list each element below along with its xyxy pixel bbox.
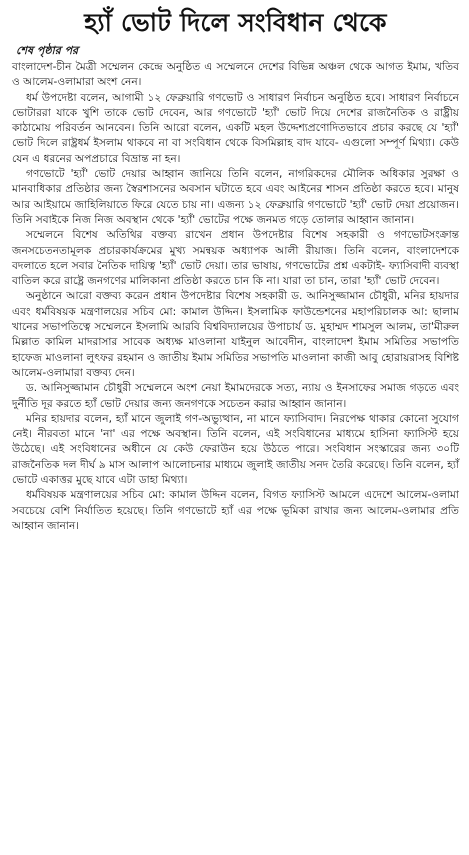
article-paragraph: ধর্ম উপদেষ্টা বলেন, আগামী ১২ ফেব্রুয়ারি গণভোট ও সাধারণ নির্বাচন অনুষ্ঠিত হবে। সাধারণ নির্বাচনে ভোটাররা যাকে খুশি তাকে ভোট দেবেন, আর গণভোটে 'হ্যাঁ' ভোট দিয়ে দেশের রাজনৈতিক ও রাষ্ট্রীয় কাঠামোয় পরিবর্তন আনবেন। তিনি আরো বলেন, একটি মহল উদ্দেশ্যপ্রণোদিতভাবে প্রচার করছে যে 'হ্যাঁ' ভোট দিলে রাষ্ট্রধর্ম ইসলাম থাকবে না বা সংবিধান থেকে বিসমিল্লাহ বাদ যাবে- এগুলো সম্পূর্ণ মিথ্যা। কেউ যেন এ ধরনের অপপ্রচারে বিভ্রান্ত না হন।: [12, 91, 459, 165]
article-paragraph: অনুষ্ঠানে আরো বক্তব্য করেন প্রধান উপদেষ্টার বিশেষ সহকারী ড. আনিসুজ্জামান চৌধুরী, মনির হায়দার এবং ধর্মবিষয়ক মন্ত্রণালয়ের সচিব মো: কামাল উদ্দিন। ইসলামিক ফাউন্ডেশনের মহাপরিচালক আ: ছালাম খানের সভাপতিত্বে সম্মেলনে ইসলামি আরবি বিশ্ববিদ্যালয়ের উপাচার্য ড. মুহাম্মদ শামসুল আলম, তা'মীরুল মিল্লাত কামিল মাদরাসার সাবেক অধ্যক্ষ মাওলানা যাইনুল আবেদীন, বাংলাদেশ ইমাম সমিতির সভাপতি হাফেজ মাওলানা লুৎফর রহমান ও জাতীয় ইমাম সমিতির সভাপতি মাওলানা কাজী আবু হোরায়রাসহ বিশিষ্ট আলেম-ওলামারা বক্তব্য দেন।: [12, 290, 459, 379]
article-paragraph: ড. আনিসুজ্জামান চৌধুরী সম্মেলনে অংশ নেয়া ইমামদেরকে সত্য, ন্যায় ও ইনসাফের সমাজ গড়তে এবং দুর্নীতি দূর করতে হ্যাঁ ভোট দেয়ার জন্য জনগণকে সচেতন করার আহ্বান জানান।: [12, 382, 459, 410]
continued-from-label: শেষ পৃষ্ঠার পর: [16, 44, 79, 57]
article-headline: হ্যাঁ ভোট দিলে সংবিধান থেকে: [84, 8, 387, 37]
article-paragraph: মনির হায়দার বলেন, হ্যাঁ মানে জুলাই গণ-অভ্যুত্থান, না মানে ফ্যাসিবাদ। নিরপেক্ষ থাকার কোনো সুযোগ নেই। নীরবতা মানে 'না' এর পক্ষে অবস্থান। তিনি বলেন, এই সংবিধানের মাধ্যমে হাসিনা ফ্যাসিস্ট হয়ে উঠেছে। এই সংবিধানের অধীনে যে কেউ ফেরাউন হয়ে উঠতে পারে। সংবিধান সংস্কারের জন্য ৩০টি রাজনৈতিক দল দীর্ঘ ৯ মাস আলাপ আলোচনার মাধ্যমে জুলাই জাতীয় সনদ তৈরি করেছে। তিনি বলেন, হ্যাঁ ভোটে একাত্তর মুছে যাবে এটা ডাহা মিথ্যা।: [12, 412, 459, 487]
article-paragraph: বাংলাদেশ-চীন মৈত্রী সম্মেলন কেন্দ্রে অনুষ্ঠিত এ সম্মেলনে দেশের বিভিন্ন অঞ্চল থেকে আগত ইমাম, খতিব ও আলেম-ওলামারা অংশ নেন।: [12, 61, 459, 89]
article-paragraph: সম্মেলনে বিশেষ অতিথির বক্তব্য রাখেন প্রধান উপদেষ্টার বিশেষ সহকারী ও গণভোটসংক্রান্ত জনসচেতনতামূলক প্রচারকার্যক্রমের মুখ্য সমন্বয়ক অধ্যাপক আলী রীয়াজ। তিনি বলেন, বাংলাদেশকে বদলাতে হলে সবার নৈতিক দায়িত্ব 'হ্যাঁ' ভোট দেয়া। তার ভাষায়, গণভোটের প্রশ্ন একটাই- ফ্যাসিবাদী ব্যবস্থা বাতিল করে রাষ্ট্রে জনগণের মালিকানা প্রতিষ্ঠা করতে চান কি না। যারা তা চান, তারা 'হ্যাঁ' ভোট দেবেন।: [12, 229, 459, 288]
article-paragraph: গণভোটে 'হ্যাঁ' ভোট দেয়ার আহ্বান জানিয়ে তিনি বলেন, নাগরিকদের মৌলিক অধিকার সুরক্ষা ও মানবাধিকার প্রতিষ্ঠার জন্য স্বৈরশাসনের অবসান ঘটাতে হবে এবং আইনের শাসন প্রতিষ্ঠা করতে হবে। মানুষ আর আইয়ামে জাহিলিয়াতে ফিরে যেতে চায় না। এজন্য ১২ ফেব্রুয়ারি গণভোটে 'হ্যাঁ' ভোট দেয়া প্রয়োজন। তিনি সবাইকে নিজ নিজ অবস্থান থেকে 'হ্যাঁ' ভোটের পক্ষে জনমত গড়ে তোলার আহ্বান জানান।: [12, 168, 459, 226]
article-paragraph: ধর্মবিষয়ক মন্ত্রণালয়ের সচিব মো: কামাল উদ্দিন বলেন, বিগত ফ্যাসিস্ট আমলে এদেশে আলেম-ওলামা সবচেয়ে বেশি নির্যাতিত হয়েছে। তিনি গণভোটে হ্যাঁ এর পক্ষে ভূমিকা রাখার জন্য আলেম-ওলামার প্রতি আহ্বান জানান।: [12, 489, 459, 532]
article-body: [12, 60, 459, 534]
